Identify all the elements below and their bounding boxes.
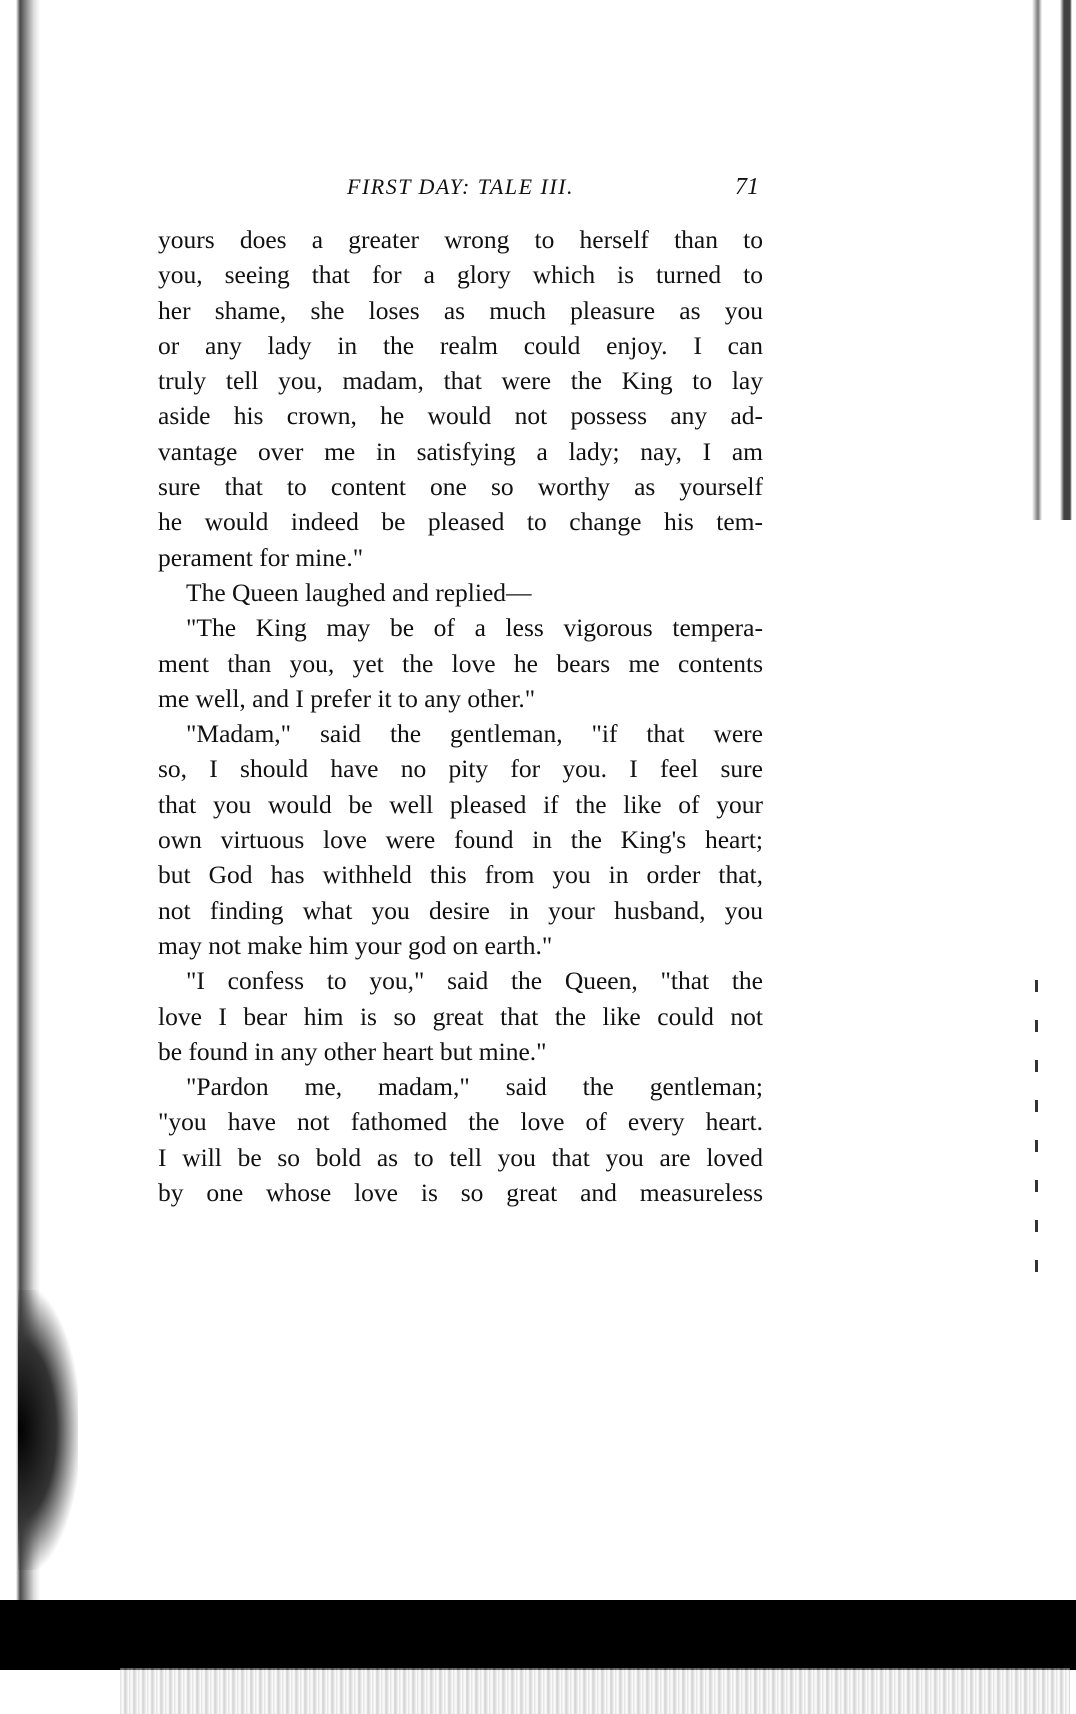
- text-line: but God has withheld this from you in order that,: [158, 860, 763, 890]
- text-line: own virtuous love were found in the King's heart;: [158, 825, 763, 855]
- text-line: that you would be well pleased if the like of your: [158, 789, 763, 819]
- text-line: by one whose love is so great and measureless: [158, 1178, 763, 1208]
- text-line: I will be so bold as to tell you that you are loved: [158, 1142, 763, 1172]
- scan-marks-right: [1035, 980, 1038, 1300]
- text-line: vantage over me in satisfying a lady; nay, I am: [158, 436, 763, 466]
- text-line: her shame, she loses as much pleasure as you: [158, 295, 763, 325]
- scan-bottom-band: [0, 1600, 1076, 1670]
- text-line: so, I should have no pity for you. I feel sure: [158, 754, 763, 784]
- body-text: [158, 222, 763, 1210]
- text-line: ment than you, yet the love he bears me contents: [158, 648, 763, 678]
- text-line: aside his crown, he would not possess any ad-: [158, 401, 763, 431]
- page-number: 71: [735, 174, 759, 200]
- text-line: yours does a greater wrong to herself than to: [158, 225, 763, 254]
- text-line: truly tell you, madam, that were the King to lay: [158, 366, 763, 396]
- scan-shadow-right: [1032, 0, 1076, 520]
- text-line: sure that to content one so worthy as yourself: [158, 472, 763, 502]
- text-line: be found in any other heart but mine.": [158, 1036, 547, 1066]
- text-line: he would indeed be pleased to change his tem-: [158, 507, 763, 537]
- text-line: me well, and I prefer it to any other.": [158, 683, 536, 713]
- scan-blot-left: [18, 1290, 78, 1570]
- running-head: [158, 170, 763, 204]
- text-line: "Madam," said the gentleman, "if that were: [186, 719, 763, 749]
- text-line: "I confess to you," said the Queen, "that the: [186, 966, 763, 996]
- text-line: not finding what you desire in your husband, you: [158, 895, 763, 925]
- scan-bottom-noise: [120, 1668, 1070, 1714]
- text-line: you, seeing that for a glory which is turned to: [158, 260, 763, 290]
- text-line: "Pardon me, madam," said the gentleman;: [186, 1072, 763, 1102]
- text-line: may not make him your god on earth.": [158, 930, 553, 960]
- text-line: "you have not fathomed the love of every heart.: [158, 1107, 763, 1137]
- text-line: The Queen laughed and replied—: [186, 577, 532, 607]
- running-title: FIRST DAY: TALE III.: [347, 174, 574, 199]
- text-line: love I bear him is so great that the like could not: [158, 1001, 763, 1031]
- text-line: or any lady in the realm could enjoy. I can: [158, 330, 763, 360]
- text-line: perament for mine.": [158, 542, 364, 572]
- text-line: "The King may be of a less vigorous tempera-: [186, 613, 763, 643]
